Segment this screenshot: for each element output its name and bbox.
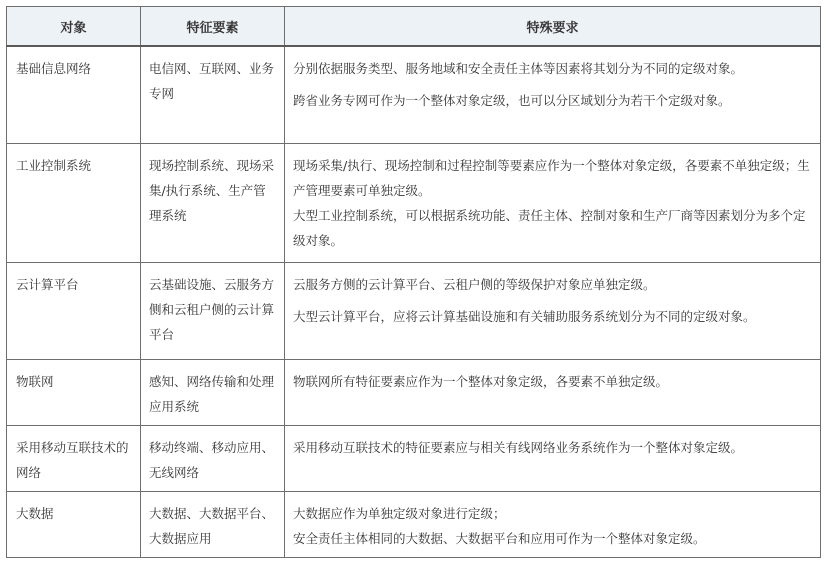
row-requirements-cell xyxy=(285,46,821,143)
requirement-text: 安全责任主体相同的大数据、大数据平台和应用可作为一个整体对象定级。 xyxy=(293,530,706,546)
table-row-industrial-control xyxy=(7,143,821,262)
row-features-cell: 现场控制系统、现场采集/执行系统、生产管理系统 xyxy=(141,143,285,262)
requirement-text: 大数据应作为单独定级对象进行定级； xyxy=(293,505,506,521)
row-features-cell: 电信网、互联网、业务专网 xyxy=(141,46,285,143)
table-row-basic-network xyxy=(7,46,821,143)
table-row-mobile-internet xyxy=(7,425,821,491)
requirement-text: 大型工业控制系统，可以根据系统功能、责任主体、控制对象和生产厂商等因素划分为多个定级对象。 xyxy=(293,207,806,248)
requirement-text: 采用移动互联技术的特征要素应与相关有线网络业务系统作为一个整体对象定级。 xyxy=(293,439,744,455)
header-requirements: 特殊要求 xyxy=(285,7,821,47)
row-requirements-cell xyxy=(285,262,821,359)
requirement-text: 现场采集/执行、现场控制和过程控制等要素应作为一个整体对象定级，各要素不单独定级；生产管理要素可单独定级。 xyxy=(293,157,810,198)
grading-table-container xyxy=(6,6,821,558)
requirement-text: 云服务方侧的云计算平台、云租户侧的等级保护对象应单独定级。 xyxy=(293,276,656,292)
grading-objects-table xyxy=(6,6,821,558)
row-object-cell: 物联网 xyxy=(7,359,141,425)
header-features: 特征要素 xyxy=(141,7,285,47)
row-features-cell: 移动终端、移动应用、无线网络 xyxy=(141,425,285,491)
requirement-text: 跨省业务专网可作为一个整体对象定级，也可以分区域划分为若干个定级对象。 xyxy=(293,93,731,108)
row-features-cell: 大数据、大数据平台、大数据应用 xyxy=(141,491,285,557)
requirement-text: 分别依据服务类型、服务地域和安全责任主体等因素将其划分为不同的定级对象。 xyxy=(293,61,744,76)
requirement-text: 大型云计算平台，应将云计算基础设施和有关辅助服务系统划分为不同的定级对象。 xyxy=(293,308,756,324)
table-header-row xyxy=(7,7,821,47)
row-features-cell: 云基础设施、云服务方侧和云租户侧的云计算平台 xyxy=(141,262,285,359)
table-row-iot xyxy=(7,359,821,425)
table-row-big-data xyxy=(7,491,821,557)
header-object: 对象 xyxy=(7,7,141,47)
row-object-cell: 云计算平台 xyxy=(7,262,141,359)
row-requirements-cell xyxy=(285,143,821,262)
row-object-cell: 采用移动互联技术的网络 xyxy=(7,425,141,491)
row-requirements-cell xyxy=(285,425,821,491)
row-object-cell: 基础信息网络 xyxy=(7,46,141,143)
row-object-cell: 大数据 xyxy=(7,491,141,557)
requirement-text: 物联网所有特征要素应作为一个整体对象定级，各要素不单独定级。 xyxy=(293,373,669,389)
row-features-cell: 感知、网络传输和处理应用系统 xyxy=(141,359,285,425)
row-requirements-cell xyxy=(285,359,821,425)
table-row-cloud-platform xyxy=(7,262,821,359)
row-requirements-cell xyxy=(285,491,821,557)
row-object-cell: 工业控制系统 xyxy=(7,143,141,262)
